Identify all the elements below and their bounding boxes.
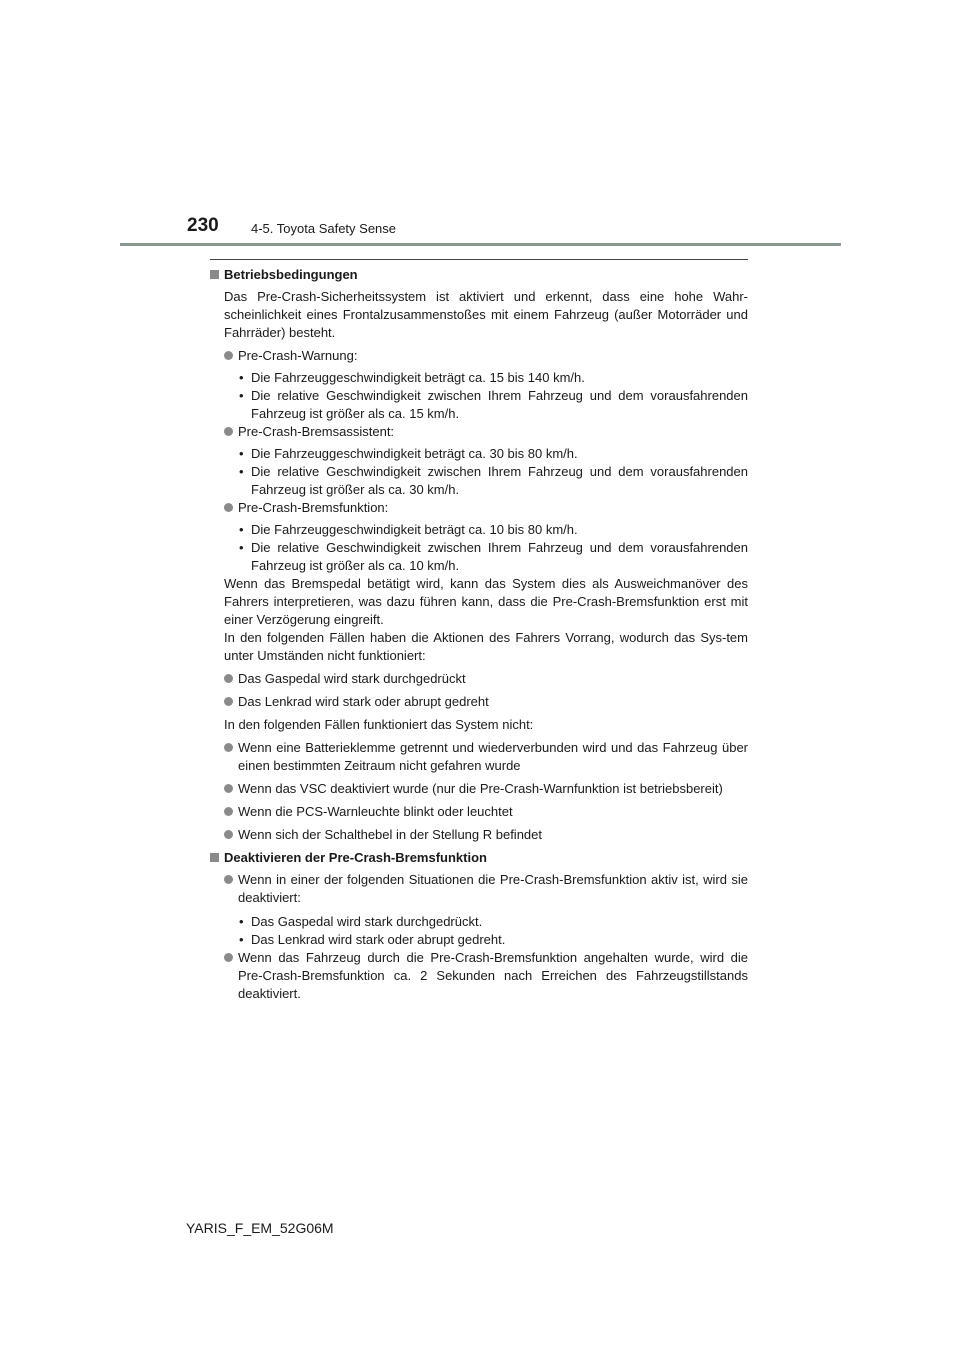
priority-item: Das Lenkrad wird stark oder abrupt gedreht	[210, 693, 748, 711]
sub-item: • Die relative Geschwindigkeit zwischen Ihrem Fahrzeug und dem vorausfahrenden Fahrzeug ist größer als ca. 10 km/h.	[239, 540, 748, 573]
circle-bullet-icon	[224, 830, 233, 839]
sub-item: • Das Lenkrad wird stark oder abrupt gedreht.	[239, 932, 506, 947]
circle-bullet-icon	[224, 784, 233, 793]
header-rule	[120, 243, 841, 246]
not-functioning-item: Wenn die PCS-Warnleuchte blinkt oder leuchtet	[210, 803, 748, 821]
deactivation-bullet: Wenn in einer der folgenden Situationen die Pre-Crash-Bremsfunktion aktiv ist, wird sie deaktiviert:	[210, 871, 748, 907]
not-functioning-item: Wenn eine Batterieklemme getrennt und wiederverbunden wird und das Fahrzeug über einen bestimmten Zeitraum nicht gefahren wurde	[210, 739, 748, 775]
priority-intro: In den folgenden Fällen haben die Aktionen des Fahrers Vorrang, wodurch das Sys-tem unter Umständen nicht funktioniert:	[224, 630, 748, 663]
circle-bullet-icon	[224, 807, 233, 816]
brake-pedal-note: Wenn das Bremspedal betätigt wird, kann das System dies als Ausweichmanöver des Fahrers interpretieren, was dazu führen kann, dass die Pre-Crash-Bremsfunktion erst mit einer Verzögerung eingreift.	[224, 576, 748, 627]
sub-item: • Die Fahrzeuggeschwindigkeit beträgt ca. 15 bis 140 km/h.	[239, 370, 585, 385]
sub-bullet-icon: •	[239, 932, 244, 947]
bullet-brake-function: Pre-Crash-Bremsfunktion:	[210, 499, 748, 517]
sub-bullet-icon: •	[239, 914, 244, 929]
bullet-brake-assist: Pre-Crash-Bremsassistent:	[210, 423, 748, 441]
circle-bullet-icon	[224, 503, 233, 512]
sub-item: • Das Gaspedal wird stark durchgedrückt.	[239, 914, 483, 929]
section-title: 4-5. Toyota Safety Sense	[251, 221, 397, 236]
square-bullet-icon	[210, 270, 219, 279]
sub-bullet-icon: •	[239, 464, 244, 479]
content-rule	[210, 259, 748, 260]
circle-bullet-icon	[224, 875, 233, 884]
circle-bullet-icon	[224, 697, 233, 706]
sub-bullet-icon: •	[239, 370, 244, 385]
sub-item: • Die relative Geschwindigkeit zwischen Ihrem Fahrzeug und dem vorausfahrenden Fahrzeug ist größer als ca. 15 km/h.	[239, 388, 748, 421]
sub-item: • Die Fahrzeuggeschwindigkeit beträgt ca. 10 bis 80 km/h.	[239, 522, 578, 537]
circle-bullet-icon	[224, 953, 233, 962]
sub-item: • Die Fahrzeuggeschwindigkeit beträgt ca. 30 bis 80 km/h.	[239, 446, 578, 461]
not-functioning-item: Wenn sich der Schalthebel in der Stellung R befindet	[210, 826, 748, 844]
sub-bullet-icon: •	[239, 540, 244, 555]
priority-item: Das Gaspedal wird stark durchgedrückt	[210, 670, 748, 688]
sub-bullet-icon: •	[239, 388, 244, 403]
square-bullet-icon	[210, 853, 219, 862]
deactivation-bullet: Wenn das Fahrzeug durch die Pre-Crash-Bremsfunktion angehalten wurde, wird die Pre-Crash-Bremsfunktion ca. 2 Sekunden nach Erreichen des Fahrzeugstillstands deaktiviert.	[210, 949, 748, 1003]
circle-bullet-icon	[224, 351, 233, 360]
intro-paragraph: Das Pre-Crash-Sicherheitssystem ist aktiviert und erkennt, dass eine hohe Wahr-scheinlichkeit eines Frontalzusammenstoßes mit einem Fahrzeug (außer Motorräder und Fahrräder) besteht.	[224, 289, 748, 340]
bullet-warning: Pre-Crash-Warnung:	[210, 347, 748, 365]
sub-bullet-icon: •	[239, 522, 244, 537]
heading-deactivation: Deaktivieren der Pre-Crash-Bremsfunktion	[210, 849, 748, 867]
page-header	[0, 0, 960, 250]
page-content	[210, 266, 748, 1003]
footer-code: YARIS_F_EM_52G06M	[186, 1220, 334, 1236]
circle-bullet-icon	[224, 743, 233, 752]
not-functioning-intro: In den folgenden Fällen funktioniert das System nicht:	[224, 717, 534, 732]
page-number: 230	[187, 215, 219, 236]
sub-bullet-icon: •	[239, 446, 244, 461]
sub-item: • Die relative Geschwindigkeit zwischen Ihrem Fahrzeug und dem vorausfahrenden Fahrzeug ist größer als ca. 30 km/h.	[239, 464, 748, 497]
heading-operating-conditions: Betriebsbedingungen	[210, 266, 748, 284]
not-functioning-item: Wenn das VSC deaktiviert wurde (nur die Pre-Crash-Warnfunktion ist betriebsbereit)	[210, 780, 748, 798]
circle-bullet-icon	[224, 674, 233, 683]
circle-bullet-icon	[224, 427, 233, 436]
